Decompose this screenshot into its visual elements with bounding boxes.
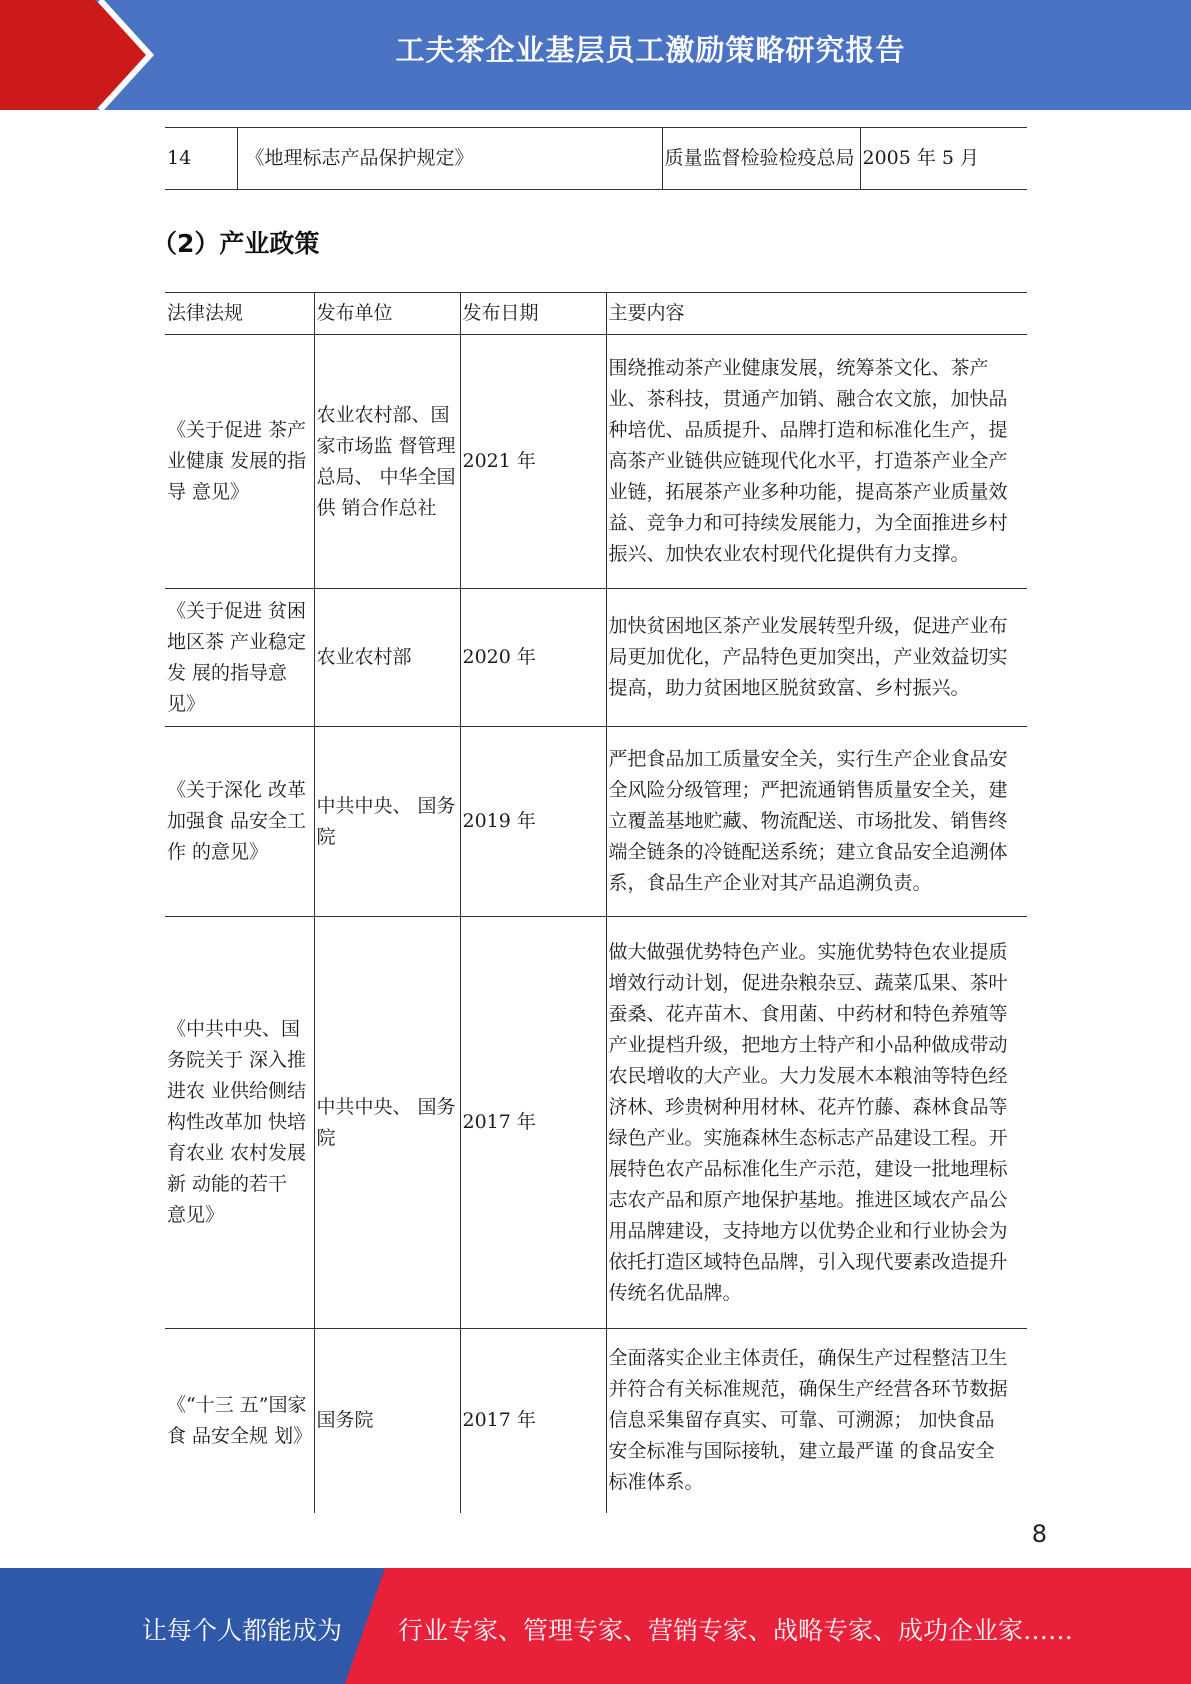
table-row: [165, 335, 1027, 589]
issuing-org: 农业农村部: [314, 589, 460, 727]
table-header-row: [165, 293, 1027, 335]
table-row: [165, 917, 1027, 1329]
issue-date: 2017 年: [460, 1329, 606, 1513]
issuing-org: 农业农村部、国家市场监 督管理总局、 中华全国供 销合作总社: [314, 335, 460, 589]
issue-date: 2021 年: [460, 335, 606, 589]
table-row: [165, 1329, 1027, 1513]
issuing-org: 中共中央、 国务院: [314, 917, 460, 1329]
table-row: [165, 727, 1027, 917]
header-content: 主要内容: [606, 293, 1027, 335]
main-content: 做大做强优势特色产业。实施优势特色农业提质增效行动计划，促进杂粮杂豆、蔬菜瓜果、茶叶蚕桑、花卉苗木、食用菌、中药材和特色养殖等产业提档升级，把地方土特产和小品种做成带动农民增收的大产业。大力发展木本粮油等特色经济林、珍贵树种用材林、花卉竹藤、森林食品等绿色产业。实施森林生态标志产品建设工程。开展特色农产品标准化生产示范，建设一批地理标志农产品和原产地保护基地。推进区域农产品公用品牌建设，支持地方以优势企业和行业协会为依托打造区域特色品牌，引入现代要素改造提升传统名优品牌。: [606, 917, 1027, 1329]
header-date: 发布日期: [460, 293, 606, 335]
footer-slogan-right: 行业专家、管理专家、营销专家、战略专家、成功企业家……: [398, 1616, 1074, 1645]
issuing-authority: 质量监督检验检疫总局: [662, 128, 860, 190]
law-name: 《中共中央、国务院关于 深入推进农 业供给侧结 构性改革加 快培育农业 农村发展新 动能的若干 意见》: [165, 917, 314, 1329]
issue-date: 2020 年: [460, 589, 606, 727]
header-law: 法律法规: [165, 293, 314, 335]
report-title: 工夫茶企业基层员工激励策略研究报告: [395, 33, 906, 67]
issuing-org: 国务院: [314, 1329, 460, 1513]
main-content: 全面落实企业主体责任，确保生产过程整洁卫生并符合有关标准规范，确保生产经营各环节数据信息采集留存真实、可靠、可溯源； 加快食品安全标准与国际接轨，建立最严谨 的食品安全标准体系。: [606, 1329, 1027, 1513]
section-title: （2）产业政策: [152, 229, 320, 258]
header-arrow-decoration: [0, 0, 170, 110]
footer-slogan-left: 让每个人都能成为: [142, 1616, 343, 1645]
issue-date: 2019 年: [460, 727, 606, 917]
main-content: 围绕推动茶产业健康发展，统筹茶文化、茶产业、茶科技，贯通产加销、融合农文旅，加快品种培优、品质提升、品牌打造和标准化生产，提高茶产业链供应链现代化水平，打造茶产业全产业链，拓展茶产业多种功能，提高茶产业质量效益、竞争力和可持续发展能力，为全面推进乡村振兴、加快农业农村现代化提供有力支撑。: [606, 335, 1027, 589]
industry-policy-table: [165, 292, 1027, 1513]
regulation-name: 《地理标志产品保护规定》: [237, 128, 662, 190]
row-number: 14: [165, 128, 237, 190]
law-name: 《关于深化 改革加强食 品安全工作 的意见》: [165, 727, 314, 917]
regulation-table-continued: [165, 127, 1027, 190]
page-number: 8: [1031, 1520, 1047, 1548]
law-name: 《关于促进 茶产业健康 发展的指导 意见》: [165, 335, 314, 589]
issue-date: 2017 年: [460, 917, 606, 1329]
main-content: 加快贫困地区茶产业发展转型升级，促进产业布局更加优化，产品特色更加突出，产业效益切实提高，助力贫困地区脱贫致富、乡村振兴。: [606, 589, 1027, 727]
main-content: 严把食品加工质量安全关，实行生产企业食品安全风险分级管理；严把流通销售质量安全关，建立覆盖基地贮藏、物流配送、市场批发、销售终端全链条的冷链配送系统；建立食品安全追溯体系，食品生产企业对其产品追溯负责。: [606, 727, 1027, 917]
table-row: [165, 589, 1027, 727]
law-name: 《关于促进 贫困地区茶 产业稳定发 展的指导意 见》: [165, 589, 314, 727]
law-name: 《“十三 五”国家食 品安全规 划》: [165, 1329, 314, 1513]
table-row: [165, 128, 1027, 190]
header-org: 发布单位: [314, 293, 460, 335]
issue-date: 2005 年 5 月: [860, 128, 1027, 190]
page-footer: [0, 1568, 1191, 1684]
page-header: [0, 0, 1191, 110]
issuing-org: 中共中央、 国务院: [314, 727, 460, 917]
